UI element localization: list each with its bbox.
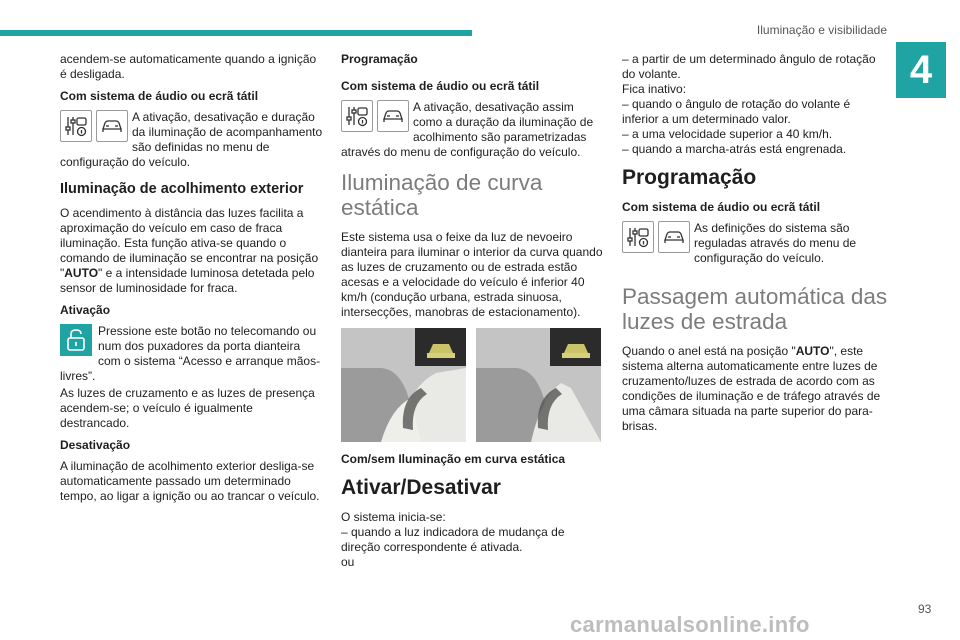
paragraph: A ativação, desativação assim como a duração da iluminação de acolhimento são parametrizadas através do menu de configuração do veículo.	[341, 100, 594, 159]
watermark: carmanualsonline.info	[570, 612, 810, 637]
paragraph: Fica inativo:	[622, 82, 687, 96]
settings-icon	[60, 110, 92, 142]
chapter-number: 4	[896, 42, 946, 98]
list-item: – quando a marcha-atrás está engrenada.	[622, 142, 847, 156]
text-auto: AUTO	[64, 266, 99, 280]
paragraph	[60, 206, 324, 296]
paragraph: A iluminação de acolhimento exterior desliga-se automaticamente passado um determinado tempo, ao ligar a ignição ou ao trancar o veículo.	[60, 459, 320, 503]
paragraph: As definições do sistema são reguladas através do menu de configuração do veículo.	[694, 221, 857, 265]
list-item: – quando o ângulo de rotação do volante é inferior a um determinado valor.	[622, 97, 851, 126]
paragraph: Este sistema usa o feixe da luz de nevoeiro dianteira para iluminar o interior da curva quando as luzes de cruzamento ou de estrada estão acesas e a velocidade do veículo é inferior 40 km/h (condução urbana, estrada sinuosa, intersecções, manobras de estacionamento).	[341, 230, 603, 319]
icon-paragraph	[341, 100, 605, 160]
illustration-with-cornering	[341, 328, 466, 442]
heading-static-cornering: Iluminação de curva estática	[341, 170, 543, 220]
text: O acendimento à distância das luzes facilita a aproximação do veículo em caso de fraca iluminação. Esta função ativa-se quando o comando de iluminação se encontrar na posição "	[60, 206, 319, 280]
illustration-pair	[341, 328, 605, 442]
icon-paragraph	[60, 324, 324, 384]
subheading-programming: Programação	[341, 52, 418, 66]
text: " e a intensidade luminosa detetada pelo sensor de luminosidade for fraca.	[60, 266, 315, 295]
figure-caption: Com/sem Iluminação em curva estática	[341, 452, 566, 466]
icon-paragraph	[60, 110, 324, 170]
paragraph: Pressione este botão no telecomando ou num dos puxadores da porta dianteira com o sistema “Acesso e arranque mãos-livres”.	[60, 324, 321, 383]
column-1	[60, 52, 324, 511]
heading-welcome-lighting: Iluminação de acolhimento exterior	[60, 181, 304, 197]
list-item: – a uma velocidade superior a 40 km/h.	[622, 127, 833, 141]
paragraph: As luzes de cruzamento e as luzes de presença acendem-se; o veículo é igualmente destrancado.	[60, 386, 315, 430]
column-3	[622, 52, 888, 441]
heading-toggle: Ativar/Desativar	[341, 476, 501, 499]
paragraph: ou	[341, 555, 355, 569]
subheading-activation: Ativação	[60, 303, 111, 317]
text: ", este sistema alterna automaticamente entre luzes de cruzamento/luzes de estrada de acordo com as condições de iluminação e de tráfego através de uma câmara situada na parte superior do para-brisas.	[622, 344, 881, 433]
page-number: 93	[918, 602, 932, 616]
paragraph	[622, 344, 888, 434]
subheading-audio: Com sistema de áudio ou ecrã tátil	[622, 200, 821, 214]
unlock-icon	[60, 324, 92, 356]
paragraph: acendem-se automaticamente quando a ignição é desligada.	[60, 52, 317, 81]
heading-auto-high-beam: Passagem automática das luzes de estrada	[622, 284, 888, 334]
subheading-audio: Com sistema de áudio ou ecrã tátil	[60, 89, 259, 103]
settings-icon	[622, 221, 654, 253]
text: Quando o anel está na posição "	[622, 344, 796, 358]
heading-programming: Programação	[622, 166, 757, 189]
illustration-without-cornering	[476, 328, 601, 442]
paragraph: – quando a luz indicadora de mudança de direção correspondente é ativada.	[341, 525, 565, 554]
paragraph: A ativação, desativação e duração da iluminação de acompanhamento são definidas no menu de configuração do veículo.	[60, 110, 323, 169]
header-accent-bar	[0, 30, 472, 36]
car-icon	[96, 110, 128, 142]
car-icon	[377, 100, 409, 132]
list-item: – a partir de um determinado ângulo de rotação do volante.	[622, 52, 876, 81]
subheading-deactivation: Desativação	[60, 438, 131, 452]
car-icon	[658, 221, 690, 253]
paragraph: O sistema inicia-se:	[341, 510, 446, 524]
subheading-audio: Com sistema de áudio ou ecrã tátil	[341, 79, 540, 93]
section-title: Iluminação e visibilidade	[756, 23, 887, 37]
icon-paragraph	[622, 221, 888, 266]
text-auto: AUTO	[795, 344, 830, 358]
column-2	[341, 52, 605, 577]
settings-icon	[341, 100, 373, 132]
